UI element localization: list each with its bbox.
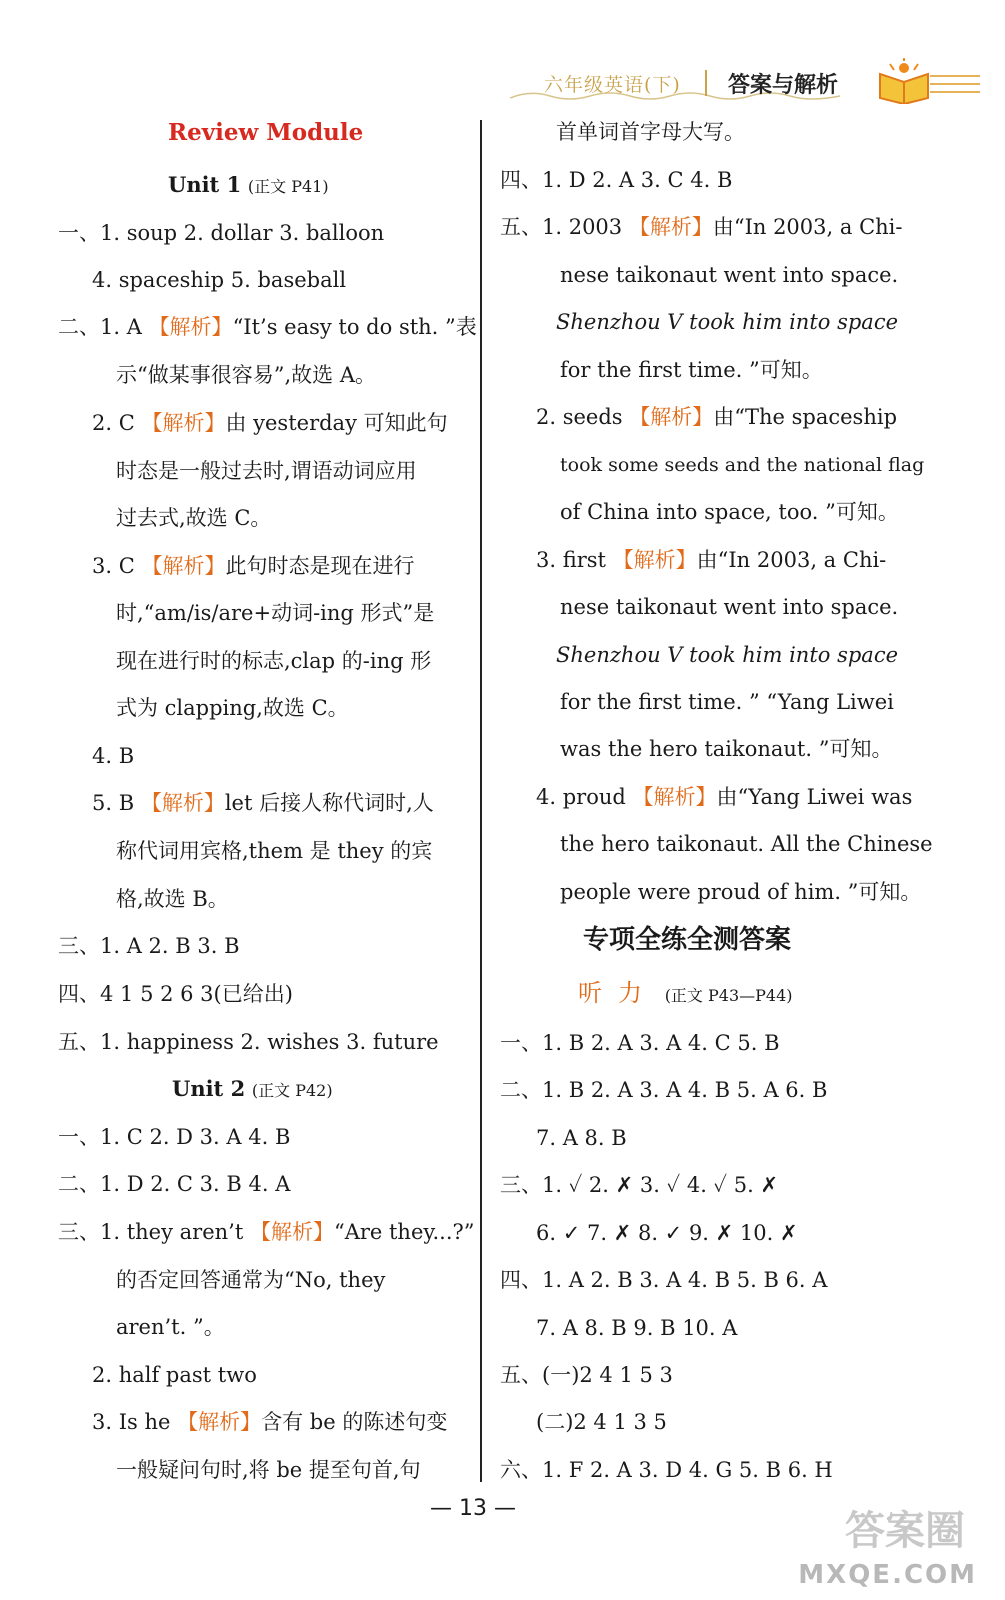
answer-line: the hero taikonaut. All the Chinese (560, 832, 933, 856)
analysis-tag: 【解析】 (141, 411, 226, 435)
listening-title: 听力 (578, 979, 658, 1007)
answer-line: people were proud of him. ”可知。 (560, 880, 922, 904)
answer-line: 现在进行时的标志,clap 的-ing 形 (116, 649, 432, 673)
book-logo-icon (874, 58, 934, 104)
answer-line (536, 402, 897, 432)
watermark-url: MXQE.COM (798, 1560, 977, 1590)
answer-line: 示“做某事很容易”,故选 A。 (116, 363, 376, 387)
answer-line: for the first time. ”可知。 (560, 358, 823, 382)
answer-line: 四、1. A 2. B 3. A 4. B 5. B 6. A (500, 1268, 828, 1292)
analysis-tag: 【解析】 (632, 785, 717, 809)
answer-line: 式为 clapping,故选 C。 (116, 696, 349, 720)
section-title-review-module: Review Module (168, 119, 364, 146)
answer-line: 4. spaceship 5. baseball (92, 268, 347, 292)
analysis-tag: 【解析】 (148, 315, 233, 339)
analysis-text: 含有 be 的陈述句变 (261, 1410, 448, 1434)
answer-line: 7. A 8. B 9. B 10. A (536, 1316, 738, 1340)
analysis-text: 由“The spaceship (713, 405, 898, 429)
listening-ref: (正文 P43—P44) (664, 986, 793, 1005)
answer-line: 6. ✓ 7. ✗ 8. ✓ 9. ✗ 10. ✗ (536, 1221, 798, 1245)
answer-line: 7. A 8. B (536, 1126, 627, 1150)
answer-line: Shenzhou V took him into space (556, 643, 899, 667)
listening-heading (578, 978, 793, 1011)
answer-line: 称代词用宾格,them 是 they 的宾 (116, 839, 433, 863)
analysis-tag: 【解析】 (629, 405, 714, 429)
unit2-title: Unit 2 (172, 1076, 246, 1101)
answer-key: 2. C (92, 411, 142, 435)
answer-line: 四、4 1 5 2 6 3(已给出) (58, 982, 293, 1006)
header-subtitle: 六年级英语(下) (544, 74, 681, 96)
answer-key: 4. proud (536, 785, 633, 809)
answer-line (500, 212, 902, 242)
answer-line: 首单词首字母大写。 (556, 120, 745, 144)
answer-line: aren’t. ”。 (116, 1315, 225, 1339)
answer-line (58, 312, 477, 342)
answer-line (92, 788, 434, 818)
answer-line: 4. B (92, 744, 135, 768)
answer-line: 二、1. D 2. C 3. B 4. A (58, 1172, 291, 1196)
analysis-text: 由 yesterday 可知此句 (225, 411, 448, 435)
analysis-tag: 【解析】 (612, 548, 697, 572)
answer-line: 三、1. ✓ 2. ✗ 3. ✓ 4. ✓ 5. ✗ (500, 1173, 779, 1197)
header-divider (705, 70, 707, 96)
unit1-ref: (正文 P41) (247, 177, 329, 196)
answer-line: 时,“am/is/are+动词-ing 形式”是 (116, 601, 435, 625)
answer-line: for the first time. ” “Yang Liwei (560, 690, 894, 714)
answer-line: 一、1. soup 2. dollar 3. balloon (58, 221, 385, 245)
answer-line: 六、1. F 2. A 3. D 4. G 5. B 6. H (500, 1458, 833, 1482)
answer-line: 二、1. B 2. A 3. A 4. B 5. A 6. B (500, 1078, 828, 1102)
answer-line: 格,故选 B。 (116, 887, 229, 911)
answer-line (92, 551, 414, 581)
answer-line: 一般疑问句时,将 be 提至句首,句 (116, 1458, 421, 1482)
answer-line (92, 408, 448, 438)
unit1-heading (168, 170, 329, 202)
answer-key: 2. seeds (536, 405, 630, 429)
answer-key: 3. first (536, 548, 613, 572)
unit2-heading (172, 1074, 333, 1106)
answer-key: 三、1. they aren’t (58, 1220, 250, 1244)
analysis-text: 此句时态是现在进行 (225, 554, 415, 578)
header-title: 答案与解析 (728, 73, 839, 98)
page-number: — 13 — (430, 1496, 516, 1521)
answer-line: 五、1. happiness 2. wishes 3. future (58, 1030, 439, 1054)
answer-key: 5. B (92, 791, 141, 815)
answer-key: 3. Is he (92, 1410, 178, 1434)
analysis-tag: 【解析】 (628, 215, 713, 239)
analysis-tag: 【解析】 (177, 1410, 262, 1434)
answer-line: 一、1. B 2. A 3. A 4. C 5. B (500, 1031, 780, 1055)
answer-line: nese taikonaut went into space. (560, 595, 899, 619)
analysis-tag: 【解析】 (249, 1220, 334, 1244)
answer-key: 五、1. 2003 (500, 215, 629, 239)
answer-line: 四、1. D 2. A 3. C 4. B (500, 168, 733, 192)
answer-line: 时态是一般过去时,谓语动词应用 (116, 459, 417, 483)
page-header (500, 58, 980, 108)
answer-line: 五、(一)2 4 1 5 3 (500, 1363, 673, 1387)
analysis-tag: 【解析】 (141, 554, 226, 578)
column-divider (480, 120, 482, 1482)
answer-line: 过去式,故选 C。 (116, 506, 272, 530)
answer-line (536, 782, 912, 812)
answer-line: nese taikonaut went into space. (560, 263, 899, 287)
answer-line: was the hero taikonaut. ”可知。 (560, 737, 893, 761)
analysis-text: let 后接人称代词时,人 (224, 791, 434, 815)
analysis-text: 由“In 2003, a Chi- (696, 548, 887, 572)
unit2-ref: (正文 P42) (251, 1081, 333, 1100)
answer-line: 一、1. C 2. D 3. A 4. B (58, 1125, 291, 1149)
answer-line: Shenzhou V took him into space (556, 310, 899, 334)
decorative-lines-icon (930, 72, 980, 94)
answer-line: 三、1. A 2. B 3. B (58, 934, 240, 958)
section-title-special-practice: 专项全练全测答案 (583, 925, 792, 955)
analysis-text: 由“Yang Liwei was (716, 785, 913, 809)
answer-line: took some seeds and the national flag (560, 454, 925, 476)
answer-line (92, 1407, 447, 1437)
answer-line (58, 1217, 474, 1247)
watermark-cn: 答案圈 (845, 1508, 965, 1554)
answer-line: 2. half past two (92, 1363, 257, 1387)
answer-line (536, 545, 886, 575)
answer-key: 二、1. A (58, 315, 149, 339)
analysis-text: “Are they...?” (333, 1220, 475, 1244)
analysis-text: 由“In 2003, a Chi- (712, 215, 903, 239)
answer-line: of China into space, too. ”可知。 (560, 500, 899, 524)
analysis-text: “It’s easy to do sth. ”表 (232, 315, 477, 339)
answer-key: 3. C (92, 554, 142, 578)
answer-line: (二)2 4 1 3 5 (536, 1410, 667, 1434)
analysis-tag: 【解析】 (140, 791, 225, 815)
unit1-title: Unit 1 (168, 172, 242, 197)
answer-line: 的否定回答通常为“No, they (116, 1268, 386, 1292)
